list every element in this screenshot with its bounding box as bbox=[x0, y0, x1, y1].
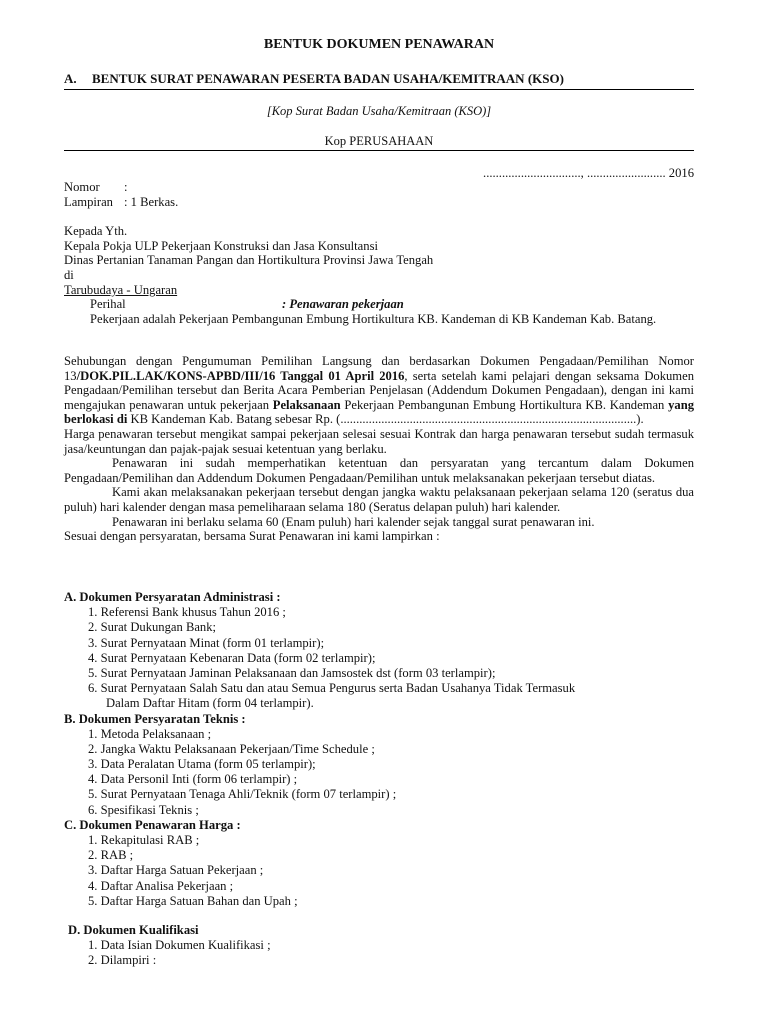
kop-company: Kop PERUSAHAAN bbox=[324, 134, 434, 148]
kop-rule bbox=[64, 150, 694, 151]
nomor-label: Nomor bbox=[64, 180, 100, 194]
p1-bold-f: yang berlokasi di bbox=[64, 397, 695, 427]
list-item: 5. Surat Pernyataan Jaminan Pelaksanaan dan Jamsostek dst (form 03 terlampir); bbox=[88, 665, 496, 680]
p1-text-c: , serta setelah kami pelajari dengan seksama Dokumen Pengadaan/Pemilihan tersebut dan Berita Acara Pemberian Penjelasan (Addendum Dokumen Pengadaan), dengan ini kami mengajukan penawaran untuk pekerjaan bbox=[64, 368, 694, 412]
p1-text-a: Sehubungan dengan Pengumuman Pemilihan Langsung dan berdasarkan Dokumen Pengadaan/Pemilihan Nomor 13 bbox=[64, 354, 694, 383]
paragraph-4: Kami akan melaksanakan pekerjaan tersebut dengan jangka waktu pelaksanaan pekerjaan selama 120 (seratus dua puluh) hari kalender dengan masa pemeliharaan selama 180 (Seratus delapan puluh) hari kalender. bbox=[64, 485, 694, 514]
address-line-1: Kepala Pokja ULP Pekerjaan Konstruksi dan Jasa Konsultansi bbox=[64, 239, 378, 253]
letter-body bbox=[64, 354, 694, 544]
list-item: 2. Surat Dukungan Bank; bbox=[88, 620, 217, 635]
lampiran-label: Lampiran bbox=[64, 195, 113, 209]
list-item: 2. RAB ; bbox=[88, 848, 134, 863]
address-greeting: Kepada Yth. bbox=[64, 224, 128, 238]
lampiran-value: : 1 Berkas. bbox=[124, 195, 179, 209]
address-line-4: Tarubudaya - Ungaran bbox=[64, 283, 178, 297]
list-item: 1. Metoda Pelaksanaan ; bbox=[88, 726, 212, 741]
p1-text-g: KB Kandeman Kab. Batang sebesar Rp. (..............................................................................................). bbox=[127, 412, 644, 427]
perihal-description: Pekerjaan adalah Pekerjaan Pembangunan Embung Hortikultura KB. Kandeman di KB Kandeman Kab. Batang. bbox=[90, 312, 657, 326]
list-item: 2. Jangka Waktu Pelaksanaan Pekerjaan/Time Schedule ; bbox=[88, 741, 375, 756]
p1-bold-d: Pelaksanaan bbox=[272, 397, 341, 412]
paragraph-5: Penawaran ini berlaku selama 60 (Enam puluh) hari kalender sejak tanggal surat penawaran ini. bbox=[112, 514, 595, 529]
section-a-heading bbox=[64, 72, 694, 87]
spacer bbox=[64, 909, 694, 923]
list-item: 6. Surat Pernyataan Salah Satu dan atau Semua Pengurus serta Badan Usahanya Tidak Termasuk bbox=[88, 681, 576, 696]
list-item: 4. Daftar Analisa Pekerjaan ; bbox=[88, 878, 234, 893]
list-item: 3. Data Peralatan Utama (form 05 terlampir); bbox=[88, 757, 316, 772]
list-item: Dalam Daftar Hitam (form 04 terlampir). bbox=[106, 696, 314, 711]
perihal-row bbox=[90, 297, 404, 312]
list-item: 5. Surat Pernyataan Tenaga Ahli/Teknik (form 07 terlampir) ; bbox=[88, 787, 397, 802]
list-item: 1. Rekapitulasi RAB ; bbox=[88, 833, 200, 847]
section-a-title: BENTUK SURAT PENAWARAN PESERTA BADAN USAHA/KEMITRAAN (KSO) bbox=[92, 71, 564, 86]
group-d-heading: D. Dokumen Kualifikasi bbox=[68, 922, 199, 937]
nomor-value: : bbox=[124, 180, 128, 194]
list-item: 3. Daftar Harga Satuan Pekerjaan ; bbox=[88, 863, 264, 878]
list-item: 6. Spesifikasi Teknis ; bbox=[88, 802, 199, 817]
list-item: 1. Referensi Bank khusus Tahun 2016 ; bbox=[88, 605, 286, 620]
kop-note: [Kop Surat Badan Usaha/Kemitraan (KSO)] bbox=[266, 104, 492, 118]
document-title: BENTUK DOKUMEN PENAWARAN bbox=[263, 37, 495, 52]
p1-text-e: Pekerjaan Pembangunan Embung Hortikultura KB. Kandeman bbox=[340, 397, 669, 412]
attachment-list bbox=[64, 590, 694, 969]
list-item: 5. Daftar Harga Satuan Bahan dan Upah ; bbox=[88, 893, 298, 908]
perihal-label: Perihal bbox=[90, 297, 126, 311]
date-line: ..............................., ......................... 2016 bbox=[483, 166, 694, 180]
list-item: 4. Surat Pernyataan Kebenaran Data (form 02 terlampir); bbox=[88, 650, 376, 665]
paragraph-2: Harga penawaran tersebut mengikat sampai pekerjaan selesai sesuai Kontrak dan harga penawaran tersebut sudah termasuk jasa/keuntungan dan pajak-pajak sesuai ketentuan yang berlaku. bbox=[64, 426, 694, 456]
lampiran-row bbox=[64, 195, 178, 210]
group-b-heading: B. Dokumen Persyaratan Teknis : bbox=[64, 711, 246, 726]
list-item: 2. Dilampiri : bbox=[88, 953, 157, 968]
address-line-2: Dinas Pertanian Tanaman Pangan dan Hortikultura Provinsi Jawa Tengah bbox=[64, 253, 434, 267]
group-a-heading: A. Dokumen Persyaratan Administrasi : bbox=[64, 590, 281, 604]
p1-doc-number: /DOK.PIL.LAK/KONS-APBD/III/16 Tanggal 01 April 2016 bbox=[76, 368, 405, 383]
paragraph-6: Sesuai dengan persyaratan, bersama Surat Penawaran ini kami lampirkan : bbox=[64, 529, 440, 544]
paragraph-1 bbox=[64, 354, 694, 427]
list-item: 1. Data Isian Dokumen Kualifikasi ; bbox=[88, 938, 271, 953]
group-c-heading: C. Dokumen Penawaran Harga : bbox=[64, 817, 241, 832]
nomor-row bbox=[64, 180, 128, 195]
list-item: 4. Data Personil Inti (form 06 terlampir) ; bbox=[88, 772, 298, 787]
perihal-value: : Penawaran pekerjaan bbox=[282, 297, 404, 311]
list-item: 3. Surat Pernyataan Minat (form 01 terlampir); bbox=[88, 635, 325, 650]
section-a-rule bbox=[64, 89, 694, 90]
section-a-letter: A. bbox=[64, 71, 77, 86]
paragraph-3: Penawaran ini sudah memperhatikan ketentuan dan persyaratan yang tercantum dalam Dokumen Pengadaan/Pemilihan dan Addendum Dokumen Pengadaan/Pemilihan untuk melaksanakan pekerjaan tersebut diatas. bbox=[64, 456, 694, 485]
address-line-3: di bbox=[64, 268, 74, 282]
